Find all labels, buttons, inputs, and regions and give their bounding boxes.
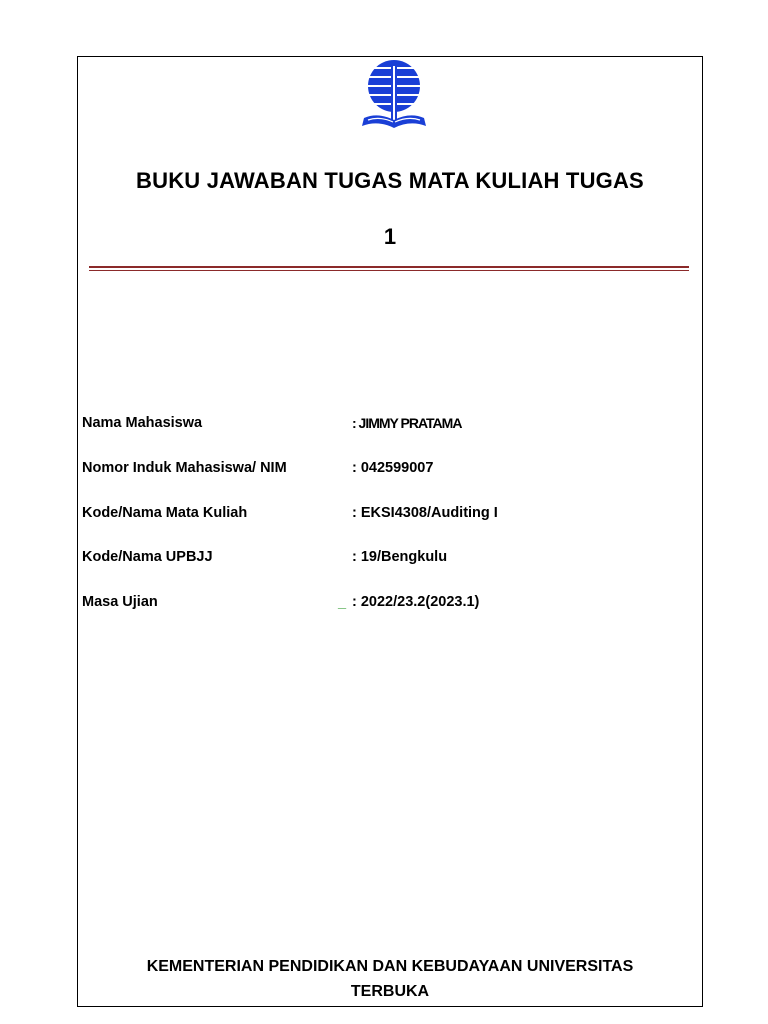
field-row-nim (82, 460, 682, 482)
field-row-upbjj (82, 549, 682, 571)
field-value: : 2022/23.2(2023.1) (352, 594, 480, 610)
field-label: Nama Mahasiswa (82, 415, 203, 431)
university-logo-icon (360, 58, 428, 130)
field-label: Kode/Nama Mata Kuliah (82, 505, 248, 521)
field-label: Masa Ujian (82, 594, 158, 610)
document-title: BUKU JAWABAN TUGAS MATA KULIAH TUGAS (136, 168, 644, 193)
field-value: : JIMMY PRATAMA (352, 415, 462, 431)
field-row-masa-ujian (82, 594, 682, 616)
title-divider-thin (89, 270, 689, 271)
field-row-nama (82, 415, 682, 437)
field-row-mata-kuliah (82, 505, 682, 527)
title-divider (89, 266, 689, 268)
document-title-number: 1 (383, 224, 397, 249)
page-frame (77, 56, 703, 1007)
field-value: : 042599007 (352, 460, 434, 476)
field-label: Kode/Nama UPBJJ (82, 549, 213, 565)
field-value: : 19/Bengkulu (352, 549, 448, 565)
footer-line-2: TERBUKA (350, 983, 430, 1000)
field-value: : EKSI4308/Auditing I (352, 505, 498, 521)
field-label: Nomor Induk Mahasiswa/ NIM (82, 460, 287, 476)
footer-line-1: KEMENTERIAN PENDIDIKAN DAN KEBUDAYAAN UNIVERSITAS (146, 958, 634, 975)
edit-mark: _ (338, 595, 347, 611)
institution-footer (77, 954, 703, 1004)
